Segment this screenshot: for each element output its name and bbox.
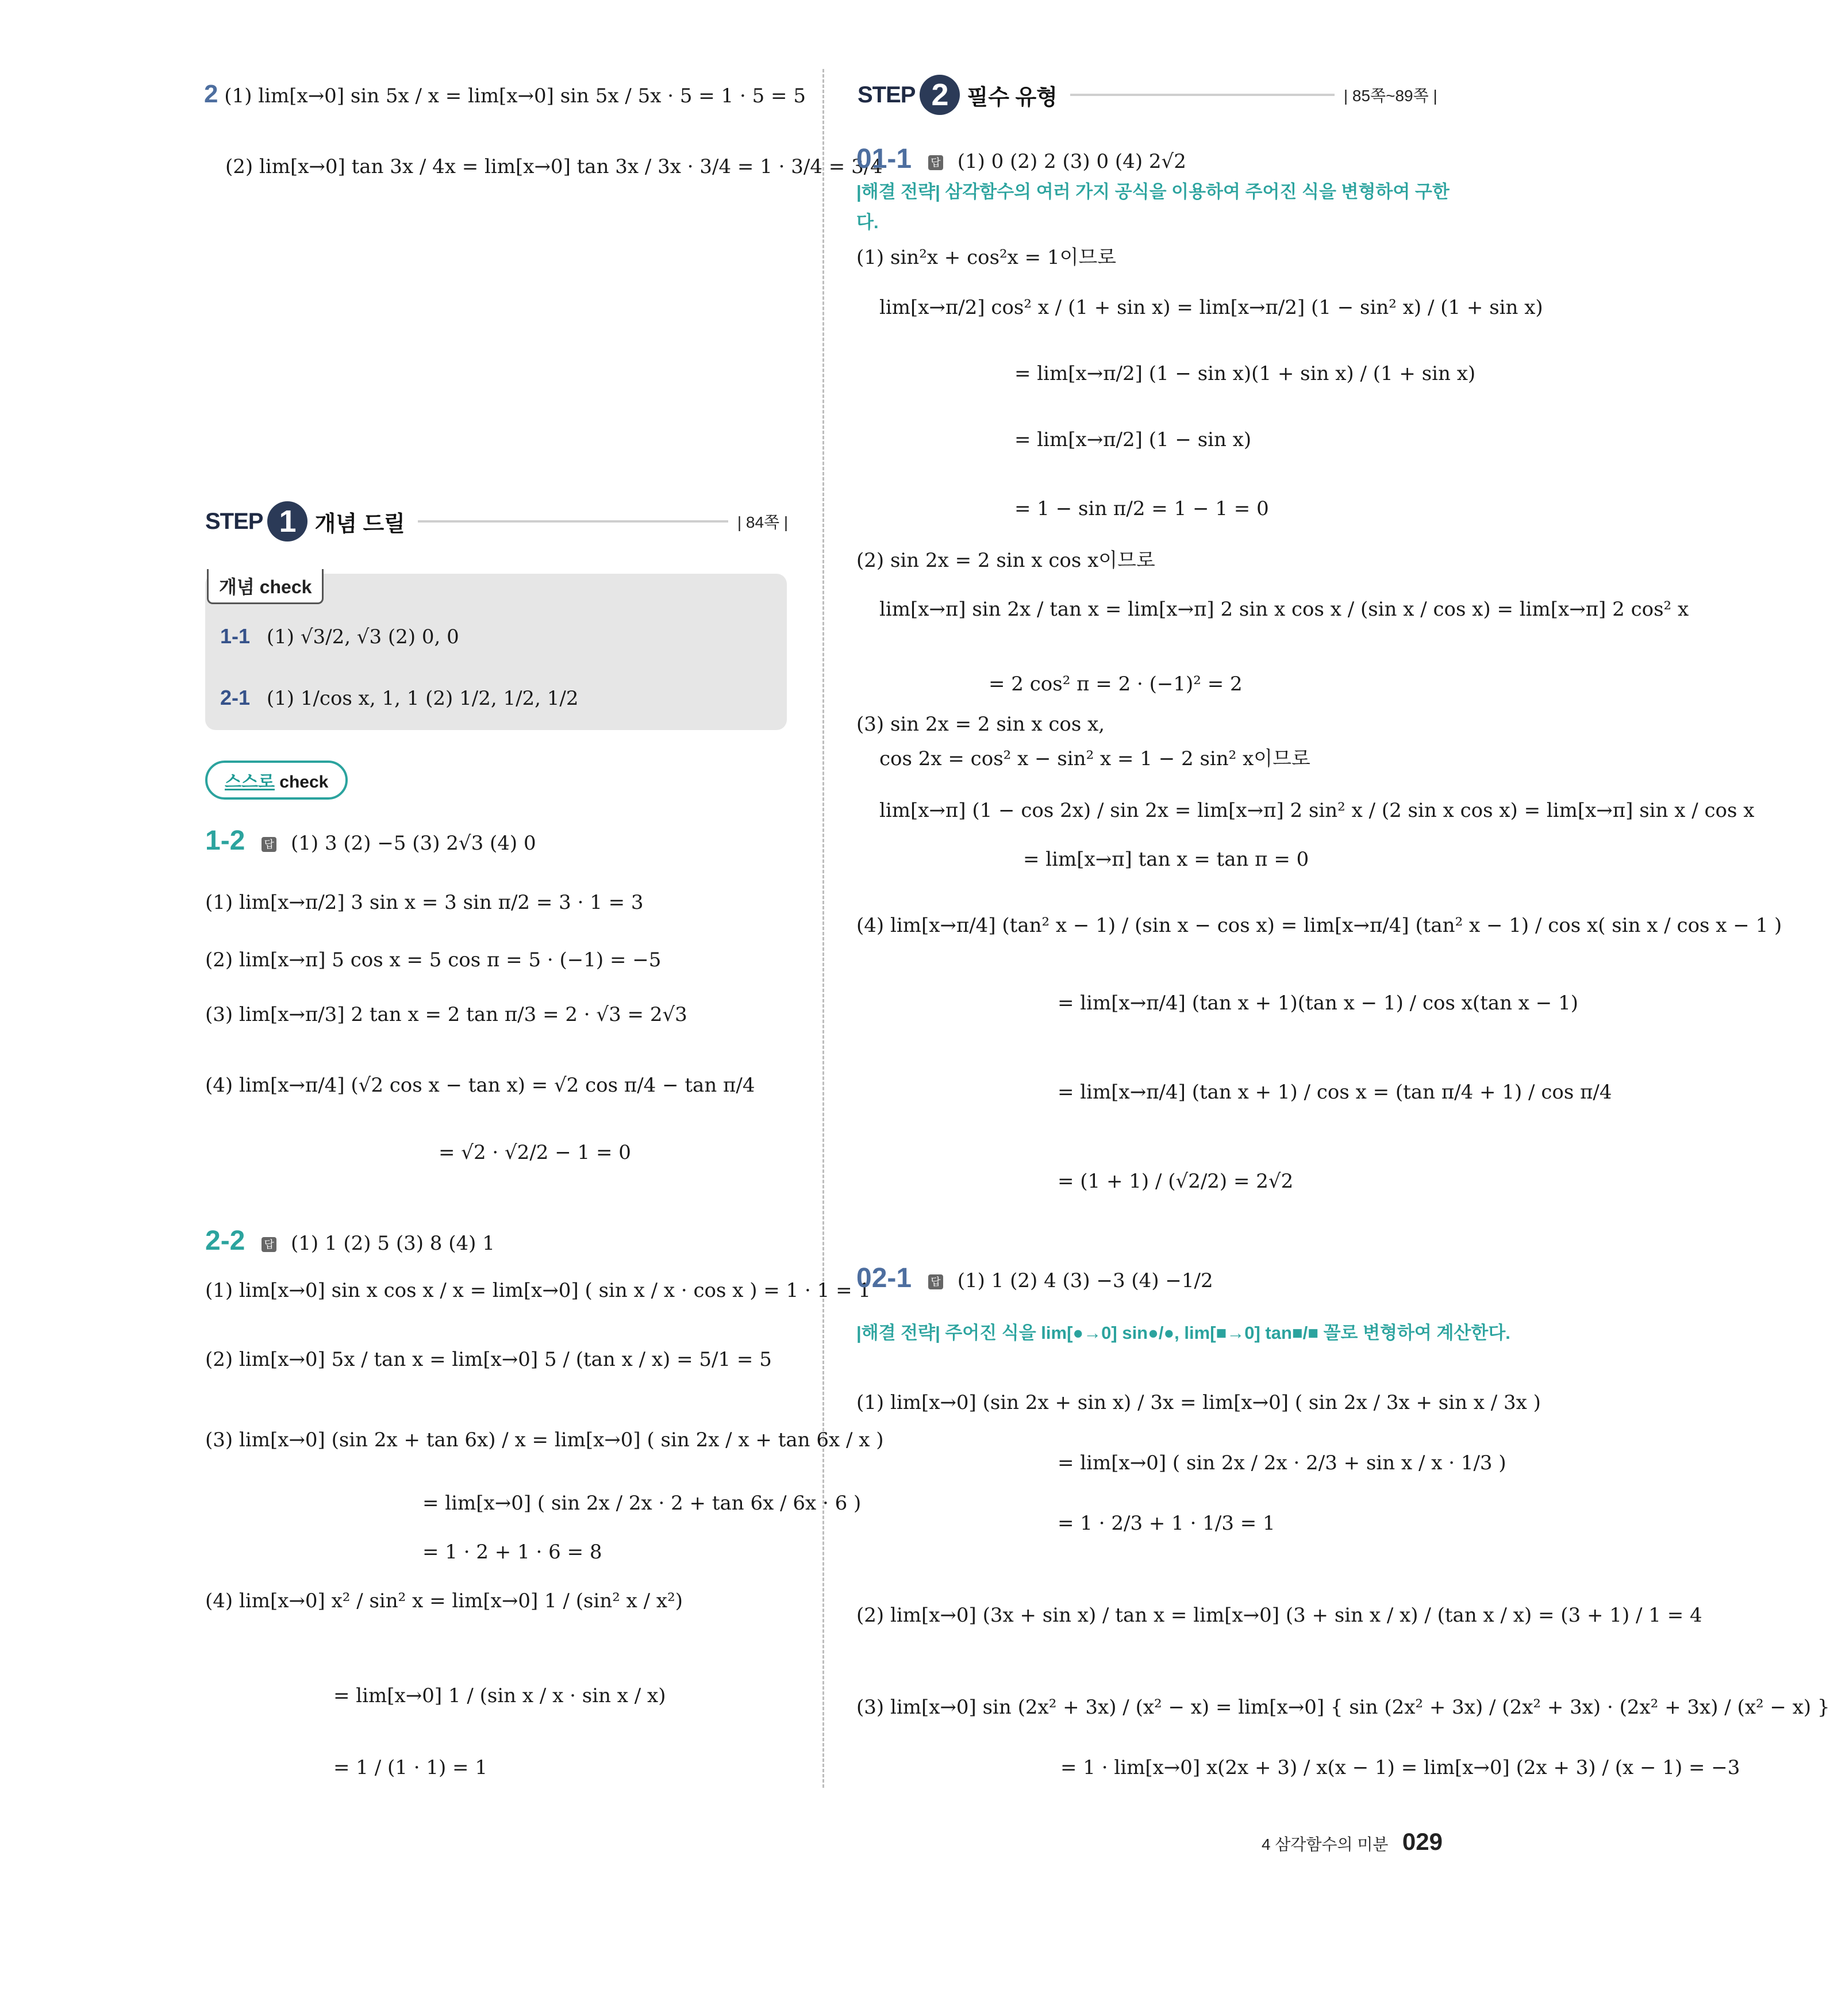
solution-line: = lim[x→0] ( sin 2x / 2x · 2 + tan 6x / 6x · 6 )	[422, 1492, 862, 1515]
solution-line: (4) lim[x→π/4] (√2 cos x − tan x) = √2 cos π/4 − tan π/4	[205, 1074, 755, 1097]
step-number: 1	[267, 501, 307, 542]
answer-text: (1) 1 (2) 5 (3) 8 (4) 1	[291, 1232, 495, 1255]
answer-icon: 답	[262, 1237, 276, 1252]
concept-check-row-1	[220, 624, 459, 649]
solution-line: (1) lim[x→π/2] 3 sin x = 3 sin π/2 = 3 · 1 = 3	[205, 891, 644, 914]
problem-number: 02-1	[856, 1263, 912, 1293]
chapter-title: 4 삼각함수의 미분	[1262, 1835, 1389, 1853]
answer-text: (1) 3 (2) −5 (3) 2√3 (4) 0	[291, 832, 536, 855]
problem-2-line-2: (2) lim[x→0] tan 3x / 4x = lim[x→0] tan 3x / 3x · 3/4 = 1 · 3/4 = 3/4	[225, 155, 883, 178]
problem-number: 1-2	[205, 825, 245, 856]
solution-line: = lim[x→π/2] (1 − sin x)(1 + sin x) / (1 + sin x)	[1014, 362, 1476, 385]
problem-2-2-header	[205, 1224, 495, 1258]
step-label: STEP	[205, 508, 263, 534]
solution-line: lim[x→π] sin 2x / tan x = lim[x→π] 2 sin x cos x / (sin x / cos x) = lim[x→π] 2 cos² x	[879, 598, 1689, 621]
solution-strategy: |해결 전략| 삼각함수의 여러 가지 공식을 이용하여 주어진 식을 변형하여 구한	[856, 182, 1450, 202]
step-title: 개념 드릴	[314, 512, 405, 536]
solution-strategy: |해결 전략| 주어진 식을 lim[●→0] sin●/●, lim[■→0] tan■/■ 꼴로 변형하여 계산한다.	[856, 1323, 1510, 1343]
solution-line: = 1 / (1 · 1) = 1	[333, 1756, 487, 1779]
solution-line: (3) lim[x→0] sin (2x² + 3x) / (x² − x) = lim[x→0] { sin (2x² + 3x) / (2x² + 3x) · (2x² + 3x) / (x² − x) }	[856, 1696, 1830, 1719]
step-rule	[418, 520, 728, 523]
solution-line: = lim[x→0] ( sin 2x / 2x · 2/3 + sin x / x · 1/3 )	[1058, 1451, 1506, 1474]
answer-text: (1) 0 (2) 2 (3) 0 (4) 2√2	[957, 150, 1186, 173]
solution-line: = (1 + 1) / (√2/2) = 2√2	[1058, 1170, 1294, 1193]
step-page-ref: | 85쪽~89쪽 |	[1343, 87, 1437, 105]
problem-1-2-header	[205, 824, 536, 858]
problem-01-1-header	[856, 143, 1186, 176]
answer-icon: 답	[928, 155, 943, 170]
solution-line: lim[x→π/2] cos² x / (1 + sin x) = lim[x→π/2] (1 − sin² x) / (1 + sin x)	[879, 296, 1543, 319]
solution-line: (2) lim[x→π] 5 cos x = 5 cos π = 5 · (−1) = −5	[205, 949, 662, 971]
solution-line: = √2 · √2/2 − 1 = 0	[439, 1141, 631, 1164]
solution-line: (2) sin 2x = 2 sin x cos x이므로	[856, 549, 1155, 572]
answer-text: (1) 1 (2) 4 (3) −3 (4) −1/2	[957, 1269, 1213, 1292]
self-check-ko: 스스로	[225, 773, 275, 792]
solution-line: (1) lim[x→0] (sin 2x + sin x) / 3x = lim[x→0] ( sin 2x / 3x + sin x / 3x )	[856, 1391, 1541, 1414]
step-page-ref: | 84쪽 |	[737, 513, 789, 531]
solution-line: (2) lim[x→0] (3x + sin x) / tan x = lim[x→0] (3 + sin x / x) / (tan x / x) = (3 + 1) / 1 = 4	[856, 1604, 1702, 1627]
step-title: 필수 유형	[967, 85, 1058, 110]
solution-line: (3) sin 2x = 2 sin x cos x,	[856, 713, 1105, 736]
problem-number: 2	[204, 80, 218, 108]
problem-number: 01-1	[856, 144, 912, 174]
concept-check-row-2	[220, 685, 579, 711]
solution-line: (3) lim[x→0] (sin 2x + tan 6x) / x = lim[x→0] ( sin 2x / x + tan 6x / x )	[205, 1429, 884, 1451]
answer-text: (1) 1/cos x, 1, 1 (2) 1/2, 1/2, 1/2	[266, 687, 579, 710]
concept-check-tab: 개념 check	[207, 569, 324, 604]
answer-icon: 답	[928, 1274, 943, 1289]
column-divider	[822, 69, 824, 1788]
solution-line: lim[x→π] (1 − cos 2x) / sin 2x = lim[x→π] 2 sin² x / (2 sin x cos x) = lim[x→π] sin x / cos x	[879, 799, 1755, 822]
self-check-en: check	[279, 773, 329, 792]
solution-line: (4) lim[x→0] x² / sin² x = lim[x→0] 1 / (sin² x / x²)	[205, 1589, 683, 1612]
solution-line: (1) sin²x + cos²x = 1이므로	[856, 246, 1117, 269]
solution-line: = 2 cos² π = 2 · (−1)² = 2	[989, 673, 1243, 696]
step-number: 2	[920, 75, 960, 115]
problem-number: 2-2	[205, 1226, 245, 1256]
solution-line: cos 2x = cos² x − sin² x = 1 − 2 sin² x이므로	[879, 747, 1310, 770]
step-1-header	[205, 501, 788, 542]
page-footer	[1262, 1828, 1443, 1856]
solution-strategy-cont: 다.	[856, 212, 879, 232]
problem-02-1-header	[856, 1262, 1213, 1295]
solution-line: = lim[x→π] tan x = tan π = 0	[1023, 848, 1309, 871]
solution-line: = lim[x→0] 1 / (sin x / x · sin x / x)	[333, 1684, 666, 1707]
problem-number: 2-1	[220, 686, 251, 709]
solution-line: (1) lim[x→0] sin x cos x / x = lim[x→0] ( sin x / x · cos x ) = 1 · 1 = 1	[205, 1279, 871, 1302]
solution-line: = 1 · lim[x→0] x(2x + 3) / x(x − 1) = lim[x→0] (2x + 3) / (x − 1) = −3	[1060, 1756, 1740, 1779]
solution-line: (3) lim[x→π/3] 2 tan x = 2 tan π/3 = 2 · √3 = 2√3	[205, 1003, 687, 1026]
solution-line: (4) lim[x→π/4] (tan² x − 1) / (sin x − cos x) = lim[x→π/4] (tan² x − 1) / cos x( sin x / cos x − 1 )	[856, 914, 1782, 937]
solution-line: (2) lim[x→0] 5x / tan x = lim[x→0] 5 / (tan x / x) = 5/1 = 5	[205, 1348, 772, 1371]
solution-line: = 1 · 2 + 1 · 6 = 8	[422, 1541, 602, 1564]
step-rule	[1070, 94, 1335, 96]
answer-icon: 답	[262, 837, 276, 852]
step-2-header	[858, 75, 1437, 115]
solution-line: = 1 · 2/3 + 1 · 1/3 = 1	[1058, 1512, 1275, 1535]
answer-text: (1) √3/2, √3 (2) 0, 0	[266, 625, 459, 648]
math-line: (1) lim[x→0] sin 5x / x = lim[x→0] sin 5x / 5x · 5 = 1 · 5 = 5	[224, 85, 806, 107]
solution-line: = lim[x→π/4] (tan x + 1)(tan x − 1) / cos x(tan x − 1)	[1058, 992, 1578, 1015]
solution-line: = lim[x→π/2] (1 − sin x)	[1014, 428, 1252, 451]
page-number: 029	[1402, 1828, 1443, 1855]
problem-2-line-1	[204, 79, 806, 110]
self-check-badge	[205, 761, 348, 800]
solution-line: = lim[x→π/4] (tan x + 1) / cos x = (tan π/4 + 1) / cos π/4	[1058, 1081, 1612, 1104]
solution-line: = 1 − sin π/2 = 1 − 1 = 0	[1014, 497, 1269, 520]
step-label: STEP	[858, 82, 916, 107]
problem-number: 1-1	[220, 624, 251, 648]
